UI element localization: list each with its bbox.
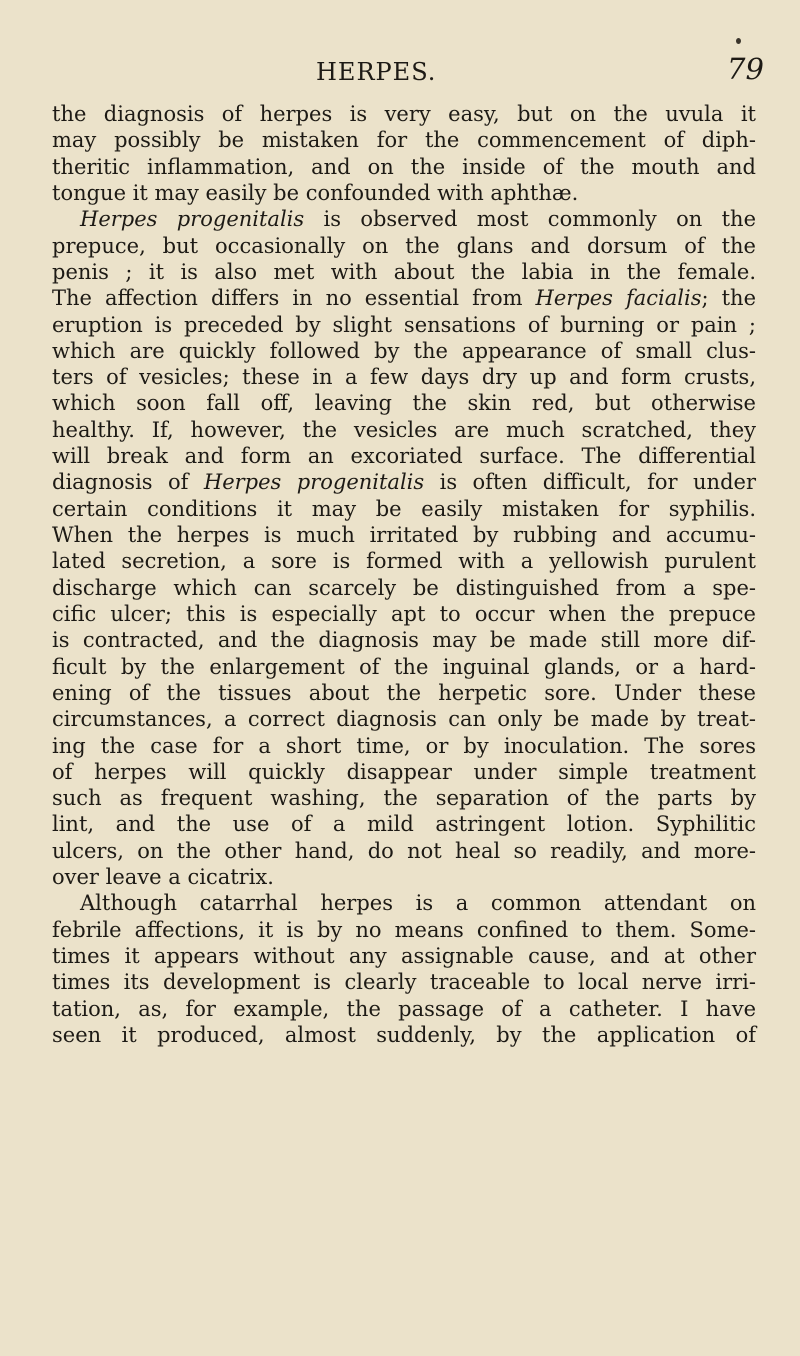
- text-line: ening of the tissues about the herpetic sore. Under these: [52, 680, 756, 705]
- text-line: prepuce, but occasionally on the glans and dorsum of the: [52, 233, 756, 258]
- text-line: penis ; it is also met with about the labia in the female.: [52, 259, 756, 284]
- text-line: circumstances, a correct diagnosis can only be made by treat-: [52, 707, 756, 732]
- print-speck: [736, 38, 741, 44]
- text-line: such as frequent washing, the separation of the parts by: [52, 786, 756, 811]
- text-line: certain conditions it may be easily mistaken for syphilis.: [52, 496, 756, 521]
- text-line: theritic inflammation, and on the inside of the mouth and: [52, 154, 756, 179]
- italic-term: Herpes facialis: [535, 286, 702, 311]
- text-line: the diagnosis of herpes is very easy, but on the uvula it: [52, 102, 756, 126]
- page-number: 79: [727, 52, 764, 86]
- text-line: of herpes will quickly disappear under simple treatment: [52, 759, 756, 784]
- text-line: will break and form an excoriated surface. The differential: [52, 444, 756, 469]
- text-line: Although catarrhal herpes is a common attendant on: [80, 891, 756, 916]
- text-line: When the herpes is much irritated by rubbing and accumu-: [52, 523, 756, 547]
- text-line: cific ulcer; this is especially apt to occur when the prepuce: [52, 601, 756, 626]
- italic-term: Herpes progenitalis: [80, 207, 305, 232]
- text-line: healthy. If, however, the vesicles are much scratched, they: [52, 417, 756, 442]
- text-line: may possibly be mistaken for the commencement of diph-: [52, 128, 756, 153]
- text-line-part: diagnosis of: [52, 470, 204, 495]
- text-line: tation, as, for example, the passage of a catheter. I have: [52, 996, 756, 1021]
- text-line: tongue it may easily be confounded with aphthæ.: [52, 180, 579, 205]
- text-line: times its development is clearly traceable to local nerve irri-: [52, 970, 756, 995]
- text-line: [52, 206, 756, 232]
- text-line: eruption is preceded by slight sensations of burning or pain ;: [52, 312, 756, 337]
- text-line-part: is often difficult, for under: [424, 470, 756, 495]
- text-line: which are quickly followed by the appearance of small clus-: [52, 338, 756, 363]
- text-line: ulcers, on the other hand, do not heal so readily, and more-: [52, 838, 756, 863]
- text-line: is contracted, and the diagnosis may be made still more dif-: [52, 628, 756, 653]
- text-line: which soon fall off, leaving the skin red, but otherwise: [52, 391, 756, 416]
- text-line: discharge which can scarcely be distinguished from a spe-: [52, 575, 756, 600]
- text-line: times it appears without any assignable cause, and at other: [52, 944, 756, 968]
- text-line: febrile affections, it is by no means confined to them. Some-: [52, 917, 756, 942]
- text-line-part: is observed most commonly on the: [304, 207, 757, 232]
- text-line: lint, and the use of a mild astringent lotion. Syphilitic: [52, 812, 756, 837]
- text-line: ing the case for a short time, or by inoculation. The sores: [52, 733, 756, 758]
- body-text: [52, 101, 756, 1048]
- text-line: lated secretion, a sore is formed with a yellowish purulent: [52, 549, 756, 574]
- text-line: ficult by the enlargement of the inguinal glands, or a hard-: [52, 654, 756, 679]
- text-line-part: The affection differs in no essential from: [52, 286, 536, 311]
- text-line: seen it produced, almost suddenly, by the application of: [52, 1022, 756, 1047]
- text-line: over leave a cicatrix.: [52, 865, 274, 890]
- text-line: ters of vesicles; these in a few days dry up and form crusts,: [52, 365, 756, 390]
- text-line: [52, 285, 756, 311]
- running-title: HERPES.: [316, 58, 437, 86]
- italic-term: Herpes progenitalis: [203, 470, 425, 495]
- text-line: [52, 469, 756, 495]
- text-line-part: ; the: [701, 286, 756, 311]
